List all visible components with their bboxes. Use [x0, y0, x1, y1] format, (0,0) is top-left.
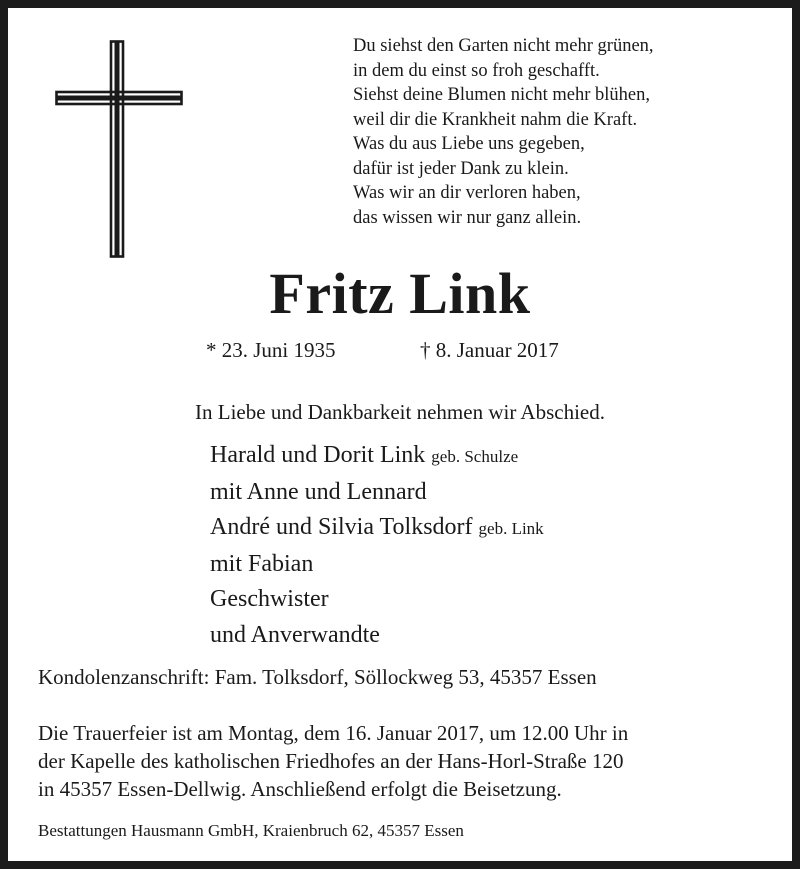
family-line: [210, 475, 544, 511]
farewell-text: In Liebe und Dankbarkeit nehmen wir Abschied.: [195, 400, 605, 424]
family-member: Harald und Dorit Link: [210, 442, 426, 468]
funeral-line: in 45357 Essen-Dellwig. Anschließend erfolgt die Beisetzung.: [38, 777, 562, 801]
family-member: Geschwister: [210, 586, 329, 612]
birth-date: * 23. Juni 1935: [206, 338, 336, 362]
obituary-notice: [8, 8, 792, 861]
family-line: [210, 438, 544, 475]
family-member: und Anverwandte: [210, 621, 380, 648]
family-line: [210, 618, 544, 654]
deceased-name: Fritz Link: [269, 261, 531, 326]
maiden-name: geb. Link: [478, 519, 544, 538]
maiden-name: geb. Schulze: [431, 447, 519, 466]
poem-line: weil dir die Krankheit nahm die Kraft.: [353, 109, 638, 130]
family-line: [210, 510, 544, 547]
poem-line: Was wir an dir verloren haben,: [353, 183, 581, 203]
undertaker-info: Bestattungen Hausmann GmbH, Kraienbruch 62, 45357 Essen: [38, 821, 464, 840]
family-line: [210, 547, 544, 583]
poem-line: Siehst deine Blumen nicht mehr blühen,: [353, 85, 650, 105]
poem-line: dafür ist jeder Dank zu klein.: [353, 158, 569, 179]
condolence-address: Kondolenzanschrift: Fam. Tolksdorf, Söllockweg 53, 45357 Essen: [38, 665, 597, 689]
family-member: mit Fabian: [210, 550, 314, 577]
family-line: [210, 582, 544, 618]
funeral-line: der Kapelle des katholischen Friedhofes an der Hans-Horl-Straße 120: [38, 749, 624, 773]
poem: [353, 34, 773, 230]
funeral-info: [38, 719, 628, 803]
death-date: † 8. Januar 2017: [420, 338, 559, 362]
poem-line: das wissen wir nur ganz allein.: [353, 207, 582, 228]
family-list: [210, 438, 544, 653]
poem-line: Du siehst den Garten nicht mehr grünen,: [353, 36, 654, 56]
poem-line: Was du aus Liebe uns gegeben,: [353, 134, 585, 154]
family-member: mit Anne und Lennard: [210, 478, 427, 505]
family-member: André und Silvia Tolksdorf: [210, 514, 473, 540]
cross-icon: [55, 40, 183, 258]
poem-line: in dem du einst so froh geschafft.: [353, 60, 600, 81]
funeral-line: Die Trauerfeier ist am Montag, dem 16. Januar 2017, um 12.00 Uhr in: [38, 721, 629, 745]
